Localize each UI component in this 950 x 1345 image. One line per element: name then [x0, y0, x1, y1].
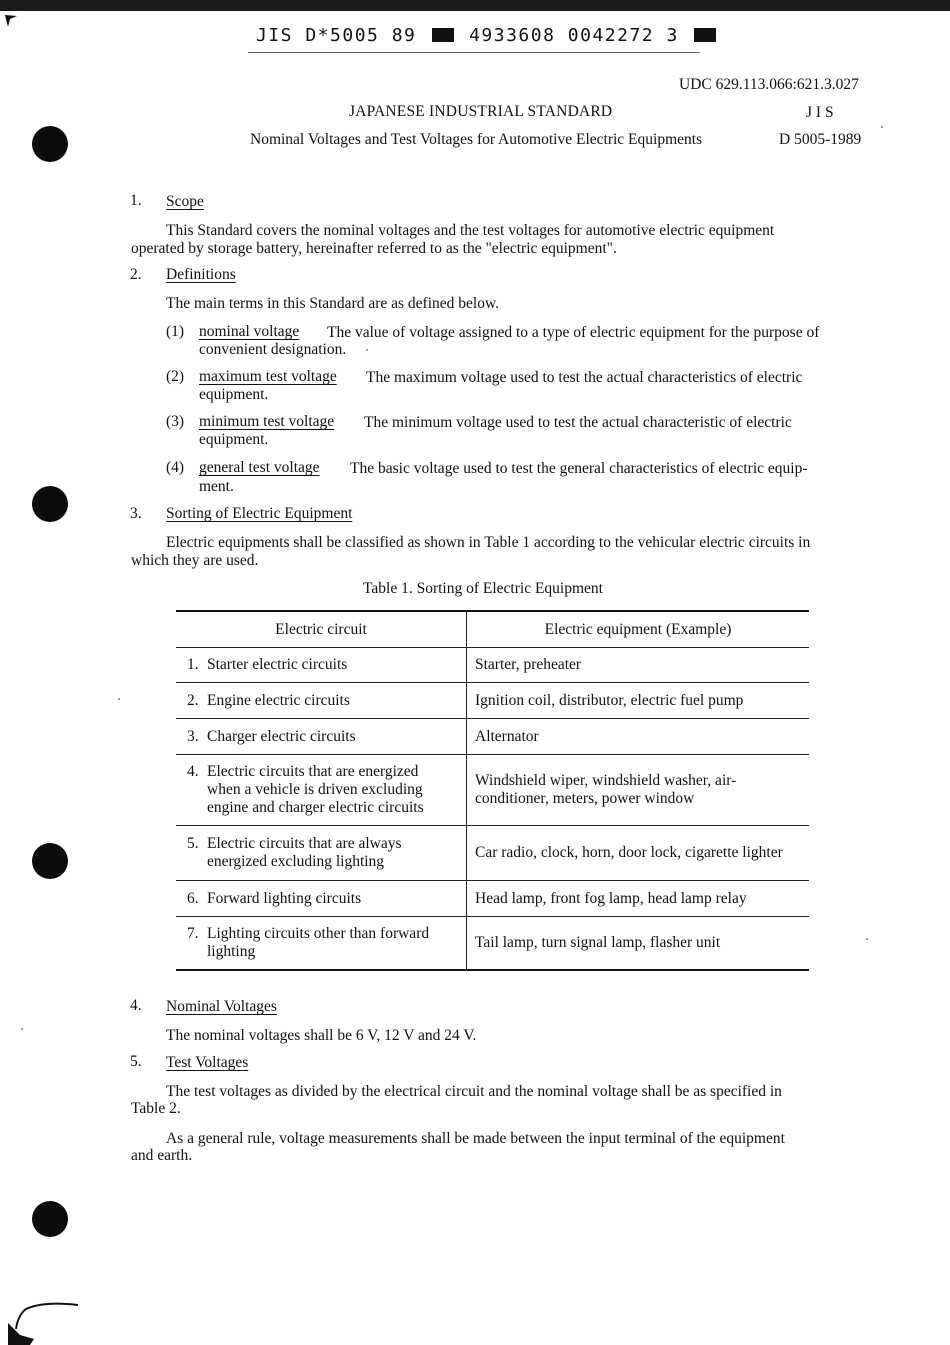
definition-term: minimum test voltage [199, 413, 335, 430]
definition-number: (3) [166, 413, 185, 430]
paragraph-line: operated by storage battery, hereinafter referred to as the "electric equipment". [131, 240, 617, 257]
equipment-cell: Head lamp, front fog lamp, head lamp relay [467, 881, 810, 917]
definition-text: The maximum voltage used to test the actual characteristics of electric [366, 369, 803, 386]
table-row [176, 683, 809, 719]
circuit-cell: Lighting circuits other than forward lighting [207, 924, 430, 960]
section-heading-test-voltages: Test Voltages [166, 1054, 249, 1071]
circuit-cell: Charger electric circuits [207, 727, 356, 745]
section-number: 2. [130, 266, 142, 283]
definition-term: nominal voltage [199, 323, 300, 340]
paragraph-line: The test voltages as divided by the electrical circuit and the nominal voltage shall be as specified in [166, 1083, 782, 1100]
row-number: 1. [187, 656, 199, 673]
circuit-cell: Starter electric circuits [207, 656, 348, 673]
equipment-cell: Alternator [467, 719, 810, 755]
definition-text-cont: equipment. [199, 431, 269, 448]
udc-number: UDC 629.113.066:621.3.027 [679, 76, 859, 93]
definition-text-cont: equipment. [199, 386, 269, 403]
paragraph-line: Electric equipments shall be classified as shown in Table 1 according to the vehicular electric circuits in [166, 534, 811, 551]
column-header: Electric circuit [176, 611, 467, 648]
punch-hole-icon [32, 1201, 68, 1237]
section-number: 3. [130, 505, 142, 522]
definition-number: (4) [166, 459, 185, 476]
section-number: 5. [130, 1053, 142, 1070]
document-code-line [256, 25, 719, 46]
row-number: 6. [187, 889, 199, 907]
definition-text-cont: ment. [199, 478, 234, 495]
document-title: Nominal Voltages and Test Voltages for Automotive Electric Equipments [250, 131, 703, 148]
equipment-cell: Ignition coil, distributor, electric fuel pump [467, 683, 810, 719]
definition-text-cont: convenient designation. [199, 341, 347, 358]
document-number: D 5005-1989 [779, 131, 862, 148]
standard-org: JAPANESE INDUSTRIAL STANDARD [349, 103, 613, 120]
row-number: 7. [187, 924, 199, 942]
paragraph-line: and earth. [131, 1147, 193, 1164]
equipment-cell: Windshield wiper, windshield washer, air-conditioner, meters, power window [475, 772, 737, 807]
section-heading-sorting: Sorting of Electric Equipment [166, 505, 353, 522]
definition-term: maximum test voltage [199, 368, 337, 385]
circuit-cell: Engine electric circuits [207, 691, 350, 709]
code-block-icon [432, 28, 454, 42]
table-row [176, 719, 809, 755]
corner-mark-icon [4, 14, 18, 28]
table-row [176, 881, 809, 917]
row-number: 2. [187, 691, 199, 709]
circuit-cell: Electric circuits that are always energized excluding lighting [207, 835, 402, 870]
definition-number: (2) [166, 368, 185, 385]
circuit-cell: Forward lighting circuits [207, 889, 362, 907]
paragraph-line: The nominal voltages shall be 6 V, 12 V and 24 V. [166, 1027, 477, 1044]
table-row [176, 826, 809, 881]
table-row [176, 755, 809, 826]
definition-text: The minimum voltage used to test the actual characteristic of electric [364, 414, 792, 431]
table-row [176, 648, 809, 683]
table-row [176, 917, 809, 970]
scan-top-bar [0, 0, 950, 11]
circuit-cell: Electric circuits that are energized when a vehicle is driven excluding engine and charger electric circuits [207, 763, 424, 816]
table-header-row [176, 611, 809, 648]
table-sorting-electric-equipment [176, 610, 809, 971]
row-number: 4. [187, 763, 199, 780]
equipment-cell: Car radio, clock, horn, door lock, cigarette lighter [467, 826, 810, 881]
binding-mark-icon [4, 1295, 84, 1345]
paragraph-line: which they are used. [131, 552, 259, 569]
paragraph-line: Table 2. [131, 1100, 181, 1117]
code-part-2: 4933608 0042272 3 [469, 25, 679, 46]
paragraph-line: As a general rule, voltage measurements shall be made between the input terminal of the equipment [166, 1130, 785, 1147]
equipment-cell: Tail lamp, turn signal lamp, flasher unit [467, 917, 810, 970]
table-caption: Table 1. Sorting of Electric Equipment [363, 580, 603, 597]
code-block-icon [694, 28, 716, 42]
punch-hole-icon [32, 843, 68, 879]
code-part-1: JIS D*5005 89 [256, 25, 417, 46]
section-heading-definitions: Definitions [166, 266, 236, 283]
row-number: 5. [187, 835, 199, 852]
definition-text: The value of voltage assigned to a type of electric equipment for the purpose of [327, 324, 820, 341]
jis-label: J I S [806, 104, 834, 121]
equipment-cell: Starter, preheater [467, 648, 810, 683]
section-number: 4. [130, 997, 142, 1014]
row-number: 3. [187, 727, 199, 745]
definition-term: general test voltage [199, 459, 320, 476]
punch-hole-icon [32, 126, 68, 162]
section-heading-scope: Scope [166, 193, 204, 210]
paragraph-line: This Standard covers the nominal voltages and the test voltages for automotive electric equipment [166, 222, 775, 239]
definition-text: The basic voltage used to test the general characteristics of electric equip- [350, 460, 808, 477]
column-header: Electric equipment (Example) [467, 611, 810, 648]
section-heading-nominal-voltages: Nominal Voltages [166, 998, 277, 1015]
section-number: 1. [130, 192, 142, 209]
definition-number: (1) [166, 323, 185, 340]
definitions-intro: The main terms in this Standard are as defined below. [166, 295, 500, 312]
punch-hole-icon [32, 486, 68, 522]
